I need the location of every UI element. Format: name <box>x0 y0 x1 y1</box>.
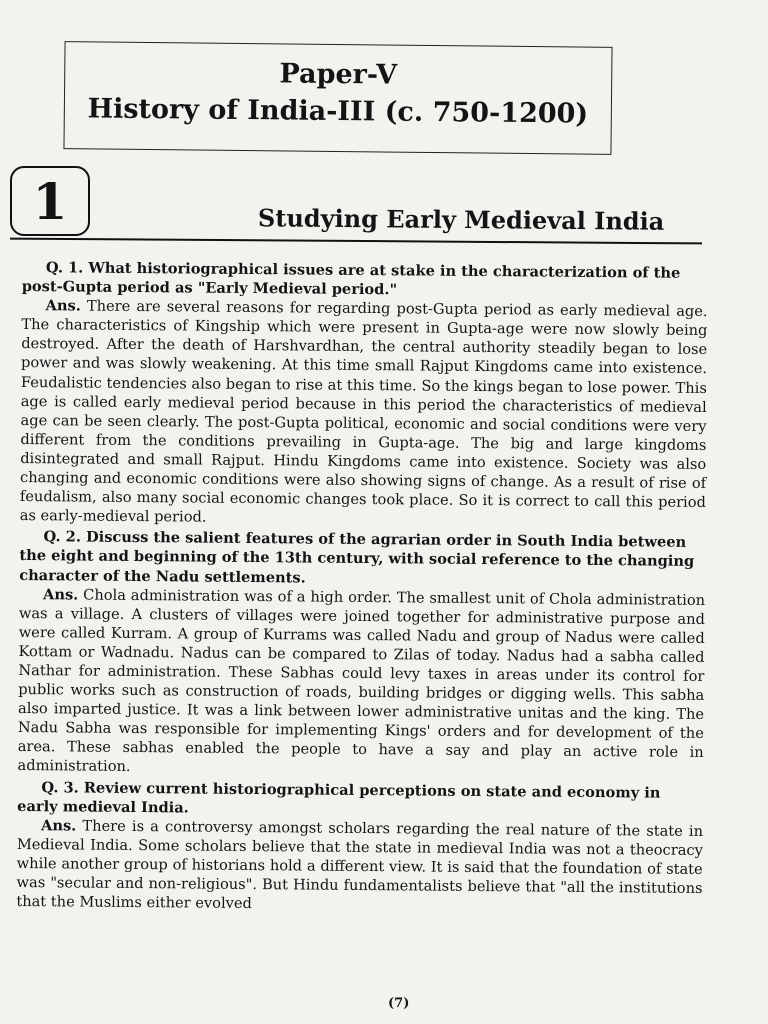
answer-text: There are several reasons for regarding post-Gupta period as early medieval age. The characteristics of Kingship which were present in Gupta-age were now slowly being destroyed. After the death of Harshvardhan, the central authority steadily began to lose power and was slowly weakening. At this time small Rajput Kingdoms came into existence. Feudalistic tendencies also began to rise at this time. So the kings began to lose power. This age is called early medieval period because in this period the characteristics of medieval age can be seen clearly. The post-Gupta political, economic and social conditions were very different from the conditions prevailing in Gupta-age. The big and large kingdoms disintegrated and small Rajput. Hindu Kingdoms came into existence. Society was also changing and economic conditions were also showing signs of change. As a result of rise of feudalism, also many social economic changes took place. So it is correct to call this period as early-medieval period. <box>19 297 708 526</box>
answer-text: There is a controversy amongst scholars regarding the real nature of the state in Medieval India. Some scholars believe that the state in medieval India was not a theocracy while another group of historians hold a different view. It is said that the foundation of state was "secular and non-religious". But Hindu fundamentalists believe that "all the institutions that the Muslims either evolved <box>16 817 704 913</box>
answer-3 <box>16 816 703 917</box>
answer-label: Ans. <box>42 585 79 604</box>
page-number: (7) <box>388 996 410 1011</box>
question-2: Q. 2. Discuss the salient features of the agrarian order in South India between the eight and beginning of the 13th century, with social reference to the changing character of the Nadu settlements. <box>19 528 695 586</box>
answer-label: Ans. <box>40 816 77 835</box>
chapter-title: Studying Early Medieval India <box>257 203 665 236</box>
chapter-number: 1 <box>10 166 90 236</box>
chapter-divider <box>10 238 702 245</box>
question-3: Q. 3. Review current historiographical perceptions on state and economy in early medieval India. <box>17 778 661 817</box>
answer-text: Chola administration was of a high order. The smallest unit of Chola administration was a village. A clusters of villages were joined together for administrative purpose and were called Kurram. A group of Kurrams was called Nadu and group of Nadus were called Kottam or Wadnadu. Nadus can be compared to Zilas of today. Nadus had a sabha called Nathar for administration. These Sabhas could levy taxes in areas under its control for public works such as construction of roads, building bridges or digging wells. This sabha also imparted justice. It was a link between lower administrative unitas and the king. The Nadu Sabha was responsible for implementing Kings' orders and for development of the area. These sabhas enabled the people to have a say and play an active role in administration. <box>17 586 706 776</box>
answer-2 <box>17 585 705 782</box>
question-1: Q. 1. What historiographical issues are at stake in the characterization of the post-Gupta period as "Early Medieval period." <box>21 259 681 299</box>
answer-label: Ans. <box>45 297 81 315</box>
chapter-content <box>16 258 708 919</box>
answer-1 <box>20 296 708 531</box>
paper-subject: History of India-III (c. 750-1200) <box>87 93 589 130</box>
paper-title-box <box>63 41 612 155</box>
paper-label: Paper-V <box>279 58 398 91</box>
